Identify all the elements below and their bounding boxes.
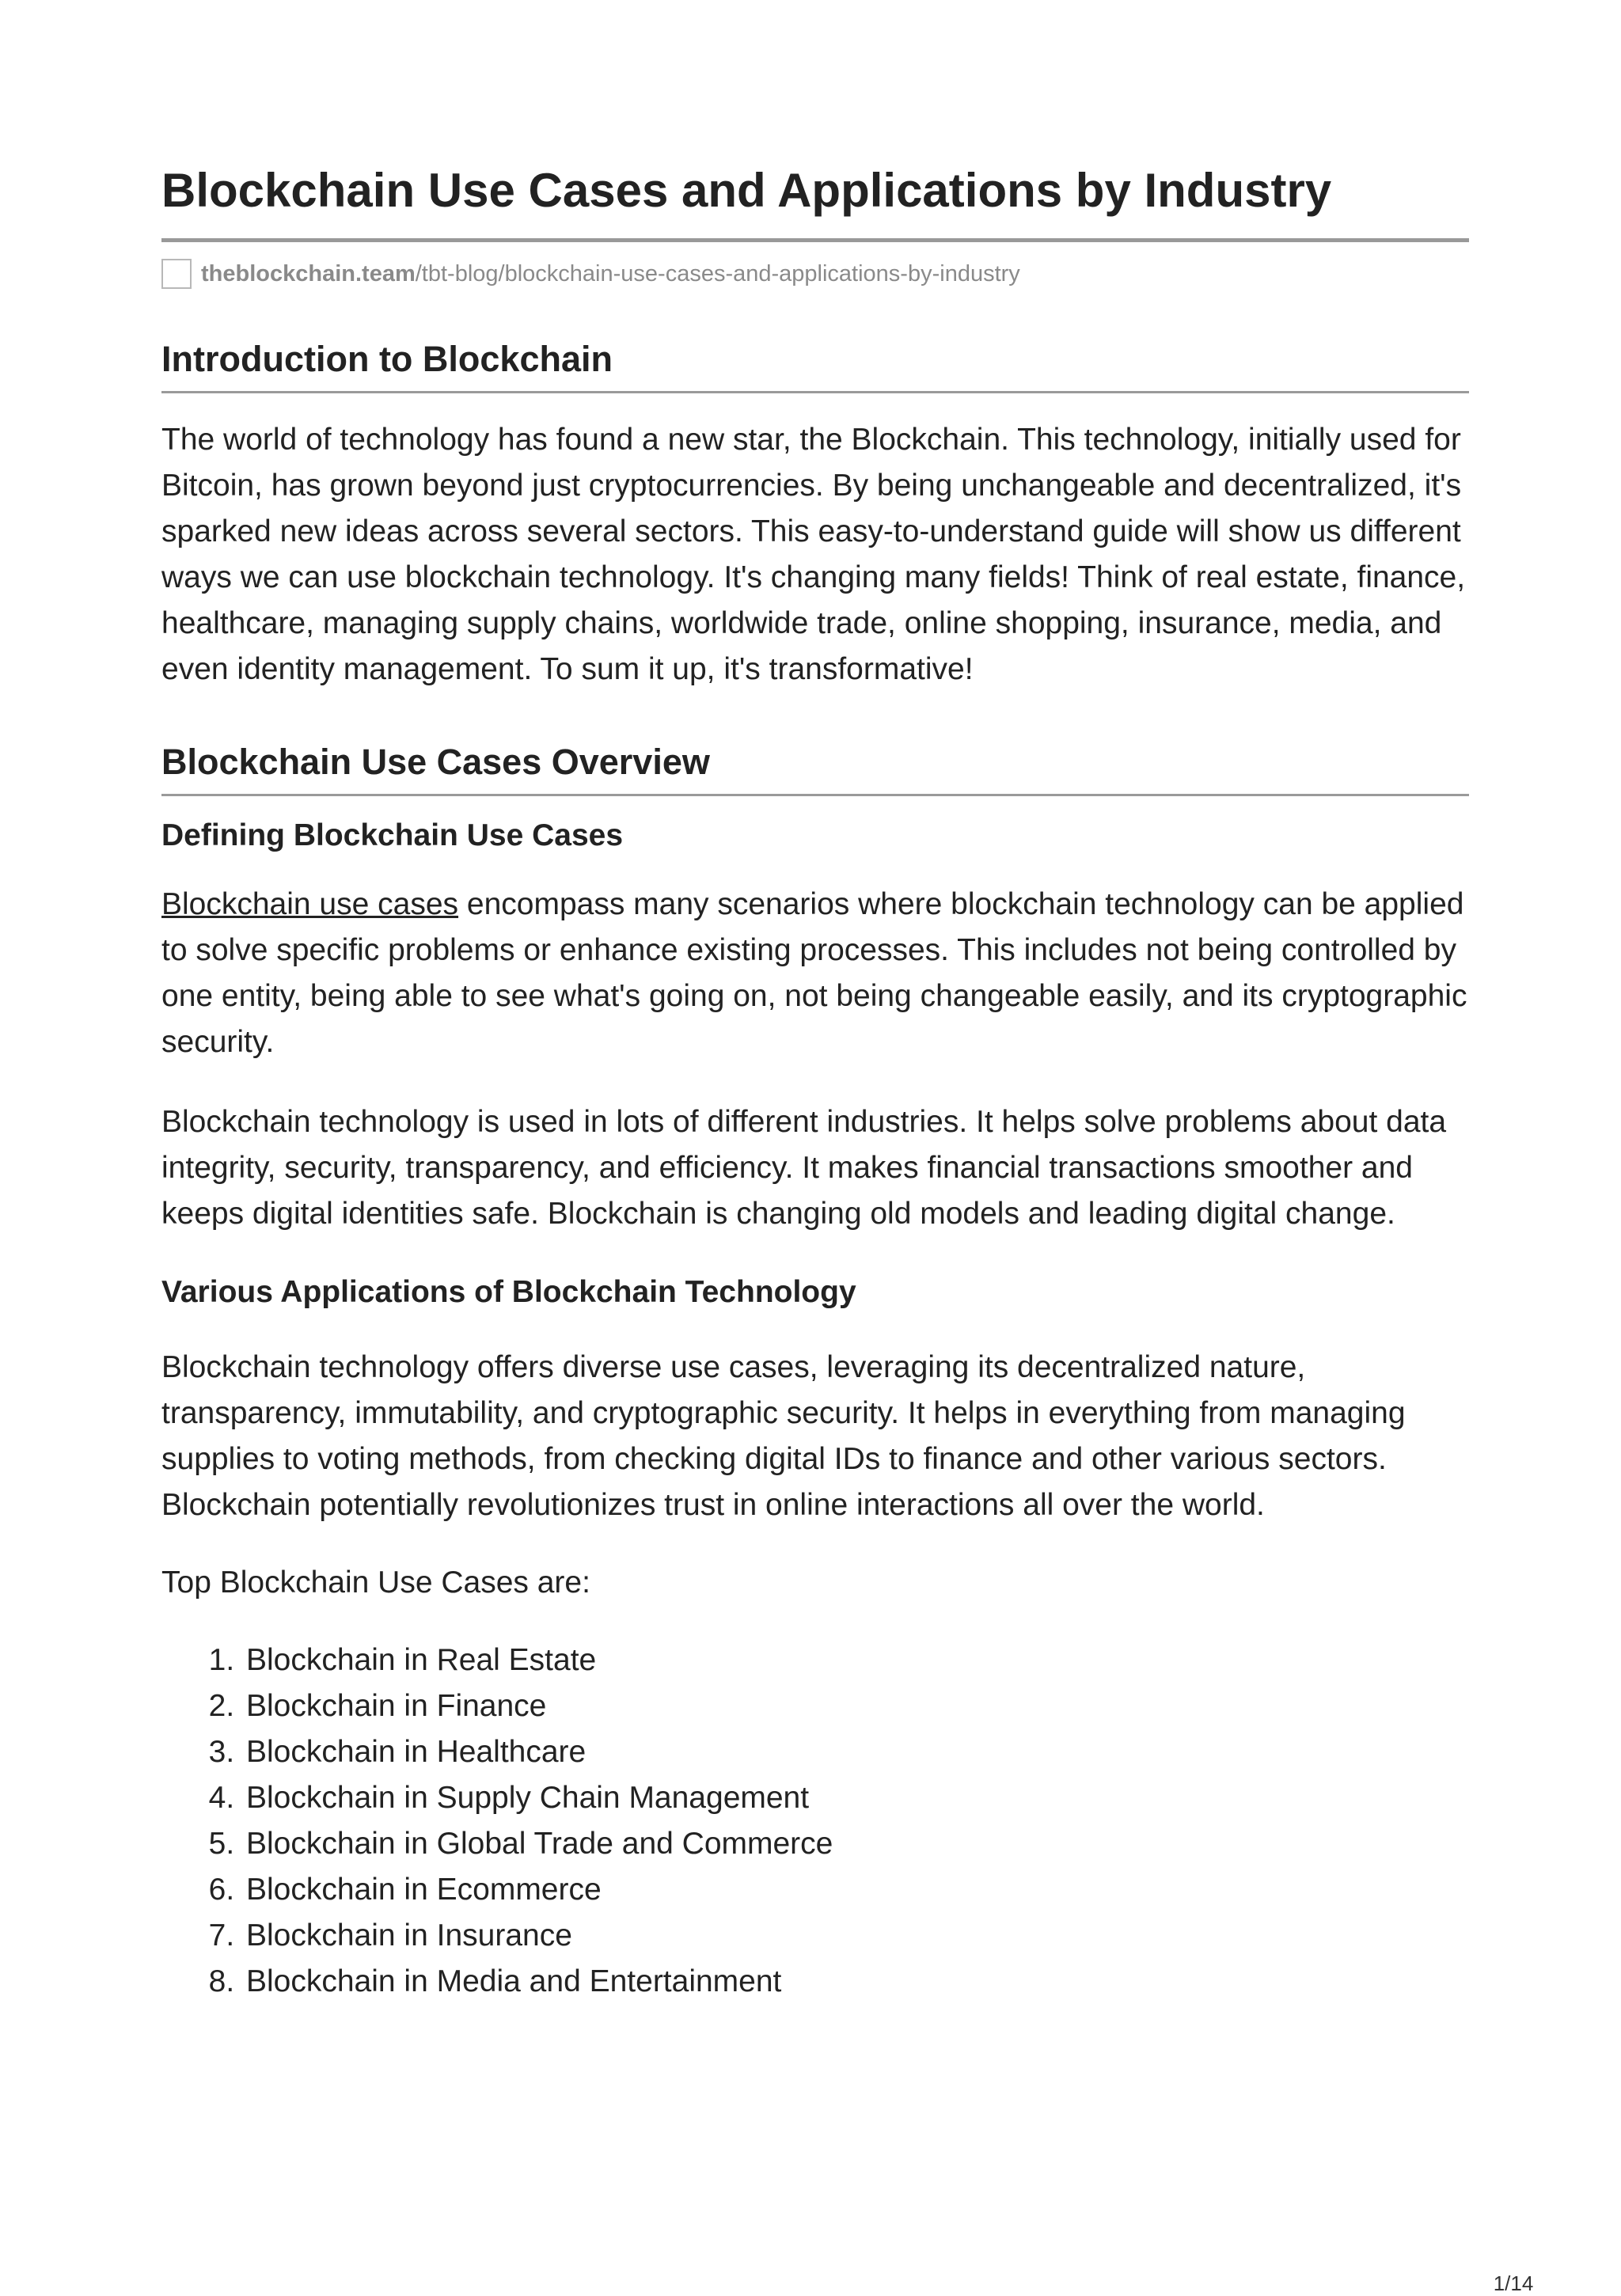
- document-page: [161, 162, 1469, 2005]
- list-item: 6. Blockchain in Ecommerce: [243, 1867, 1469, 1913]
- intro-heading: Introduction to Blockchain: [161, 339, 1469, 393]
- list-item: 1. Blockchain in Real Estate: [243, 1638, 1469, 1683]
- source-path[interactable]: /tbt-blog/blockchain-use-cases-and-applications-by-industry: [415, 260, 1020, 287]
- list-item: 8. Blockchain in Media and Entertainment: [243, 1959, 1469, 2005]
- use-cases-link[interactable]: Blockchain use cases: [161, 887, 459, 921]
- page-title: Blockchain Use Cases and Applications by Industry: [161, 162, 1469, 242]
- favicon-icon: [161, 259, 192, 289]
- source-url[interactable]: [161, 256, 1469, 291]
- list-item: 3. Blockchain in Healthcare: [243, 1729, 1469, 1775]
- list-intro: Top Blockchain Use Cases are:: [161, 1565, 590, 1600]
- defining-heading: Defining Blockchain Use Cases: [161, 818, 624, 852]
- defining-paragraph-1: [161, 882, 1469, 1065]
- list-item: 4. Blockchain in Supply Chain Management: [243, 1775, 1469, 1821]
- list-item: 2. Blockchain in Finance: [243, 1683, 1469, 1729]
- intro-paragraph: The world of technology has found a new star, the Blockchain. This technology, initially used for Bitcoin, has grown beyond just cryptocurrencies. By being unchangeable and decentralized, it's sparked new ideas across several sectors. This easy-to-understand guide will show us different ways we can use blockchain technology. It's changing many fields! Think of real estate, finance, healthcare, managing supply chains, worldwide trade, online shopping, insurance, media, and even identity management. To sum it up, it's transformative!: [161, 423, 1466, 686]
- list-item: 7. Blockchain in Insurance: [243, 1913, 1469, 1959]
- defining-paragraph-1-text: encompass many scenarios where blockchain technology can be applied to solve specific problems or enhance existing processes. This includes not being controlled by one entity, being able to see what's going on, not being changeable easily, and its cryptographic security.: [161, 887, 1467, 1059]
- overview-heading: Blockchain Use Cases Overview: [161, 742, 1469, 796]
- defining-paragraph-2: Blockchain technology is used in lots of different industries. It helps solve problems about data integrity, security, transparency, and efficiency. It makes financial transactions smoother and keeps digital identities safe. Blockchain is changing old models and leading digital change.: [161, 1105, 1447, 1231]
- various-paragraph: Blockchain technology offers diverse use cases, leveraging its decentralized nature, transparency, immutability, and cryptographic security. It helps in everything from managing supplies to voting methods, from checking digital IDs to finance and other various sectors. Blockchain potentially revolutionizes trust in online interactions all over the world.: [161, 1350, 1406, 1522]
- page-number: 1/14: [1493, 2271, 1534, 2295]
- list-item: 5. Blockchain in Global Trade and Commerce: [243, 1821, 1469, 1867]
- use-cases-list: [161, 1638, 1469, 2005]
- various-heading: Various Applications of Blockchain Technology: [161, 1275, 856, 1309]
- source-domain[interactable]: theblockchain.team: [201, 260, 416, 287]
